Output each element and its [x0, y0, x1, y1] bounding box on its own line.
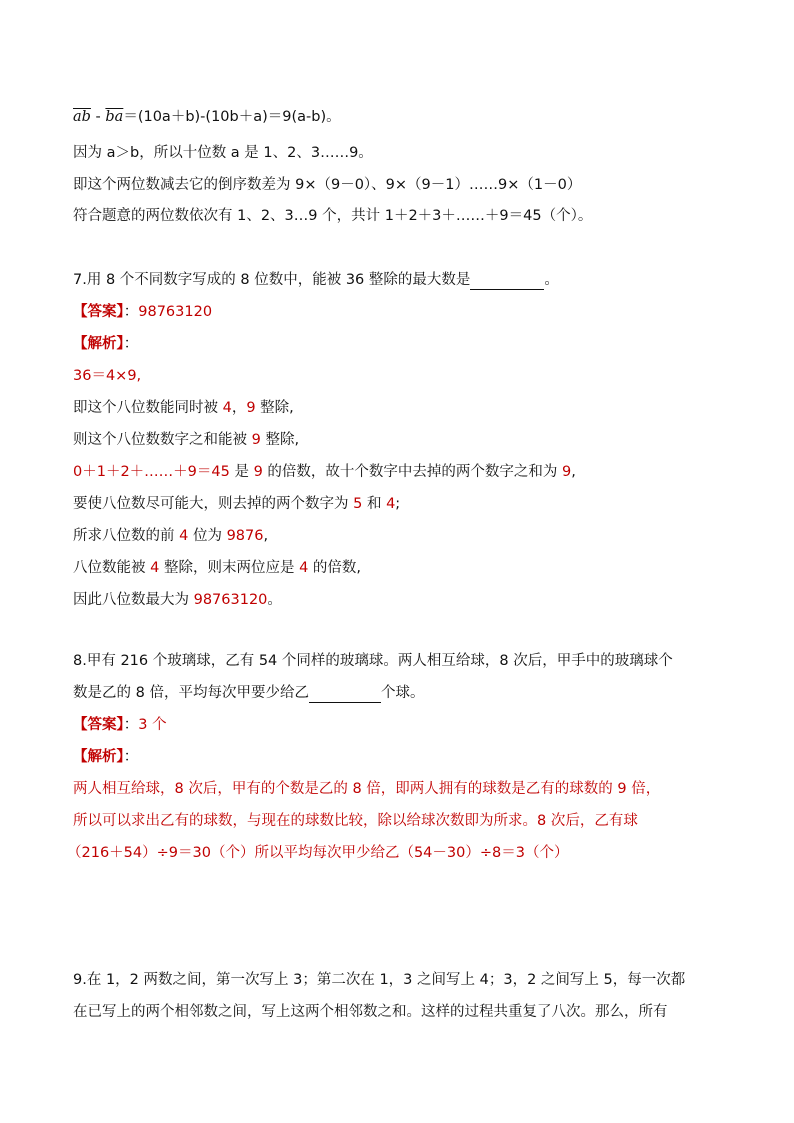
q8-analysis-tag: 【解析】 [73, 749, 124, 765]
q7-analysis-line-2 [73, 398, 294, 418]
q8-answer-blank [309, 686, 381, 703]
q8-question-end: 个球。 [380, 685, 425, 701]
q7-a2-text: 即这个八位数能同时被 [73, 400, 223, 416]
q7-a4-end: , [571, 464, 576, 480]
q7-a7-num2: 4 [299, 560, 309, 576]
q7-a3-num: 9 [251, 432, 261, 448]
q7-a2-num2: 9 [246, 400, 256, 416]
overline-ba: $\overline{ba}$ [105, 109, 124, 125]
formula-line [73, 107, 341, 127]
minus-sign: - [95, 109, 101, 125]
q7-a8-num: 98763120 [193, 592, 268, 608]
q7-a6-num2: 9876 [226, 528, 264, 544]
q8-analysis-line-2: 所以可以求出乙有的球数，与现在的球数比较，除以给球次数即为所求。8 次后，乙有球 [73, 813, 638, 829]
q7-a7-end: 的倍数, [308, 560, 362, 576]
q7-a6-num: 4 [179, 528, 189, 544]
q7-analysis-line-5 [73, 494, 400, 514]
q7-a5-text: 要使八位数尽可能大，则去掉的两个数字为 [73, 496, 354, 512]
q9-question-line-1: 9.在 1，2 两数之间，第一次写上 3；第二次在 1，3 之间写上 4；3，2 之间写上 5，每一次都 [73, 972, 686, 988]
s6-line-2: 即这个两位数减去它的倒序数差为 9×（9－0）、9×（9－1）……9×（1－0） [73, 177, 582, 193]
q7-analysis-colon: ： [123, 336, 139, 352]
q7-answer-colon: ： [123, 304, 139, 320]
q7-a4-sum: 0＋1＋2＋……＋9＝45 [73, 464, 230, 480]
q8-analysis-heading [73, 747, 138, 767]
q7-a4-num: 9 [253, 464, 263, 480]
q8-answer [73, 715, 167, 735]
q7-a4-text: 是 [229, 464, 254, 480]
q7-question-text: 7.用 8 个不同数字写成的 8 位数中，能被 36 整除的最大数是 [73, 272, 471, 288]
s6-line-3: 符合题意的两位数依次有 1、2、3…9 个，共计 1＋2＋3＋……＋9＝45（个）。 [73, 208, 593, 224]
q8-analysis-colon: ： [123, 749, 139, 765]
q8-answer-tag: 【答案】 [73, 717, 124, 733]
q7-analysis-line-8 [73, 590, 282, 610]
q7-question-end: 。 [544, 272, 559, 288]
q7-a5-end: ; [395, 496, 401, 512]
q7-answer [73, 302, 212, 322]
q7-analysis-line-3 [73, 430, 299, 450]
q7-analysis-heading [73, 334, 138, 354]
q8-analysis-line-1: 两人相互给球，8 次后，甲有的个数是乙的 8 倍，即两人拥有的球数是乙有的球数的 9 倍， [73, 781, 661, 797]
formula-rest: ＝(10a＋b)-(10b＋a)＝9(a-b)。 [123, 109, 341, 125]
q7-a7-text: 八位数能被 [73, 560, 151, 576]
q7-a2-num: 4 [222, 400, 232, 416]
q7-question [73, 270, 559, 290]
q7-analysis-line-4 [73, 462, 576, 482]
q7-answer-blank [470, 273, 544, 290]
q7-analysis-line-1: 36＝4×9, [73, 368, 142, 384]
q7-a6-text: 所求八位数的前 [73, 528, 180, 544]
q9-question-line-2: 在已写上的两个相邻数之间，写上这两个相邻数之和。这样的过程共重复了八次。那么，所有 [73, 1004, 668, 1020]
q7-a2-sep: ， [231, 400, 247, 416]
q7-a7-text2: 整除，则末两位应是 [159, 560, 300, 576]
q8-analysis-line-3: （216＋54）÷9＝30（个）所以平均每次甲少给乙（54－30）÷8＝3（个） [67, 845, 569, 861]
q8-answer-value: 3 个 [138, 717, 167, 733]
s6-line-1: 因为 a＞b，所以十位数 a 是 1、2、3……9。 [73, 145, 373, 161]
overline-ab: $\overline{ab}$ [73, 109, 91, 125]
q7-a3-text: 则这个八位数数字之和能被 [73, 432, 252, 448]
q8-question-text: 数是乙的 8 倍，平均每次甲要少给乙 [73, 685, 309, 701]
q7-a5-num2: 4 [386, 496, 396, 512]
q8-question-line-2 [73, 683, 424, 703]
q8-answer-colon: ： [123, 717, 139, 733]
q7-a6-text2: 位为 [188, 528, 227, 544]
q8-question-line-1: 8.甲有 216 个玻璃球，乙有 54 个同样的玻璃球。两人相互给球，8 次后，甲手中的玻璃球个 [73, 653, 673, 669]
q7-a4-num2: 9 [562, 464, 572, 480]
q7-a3-end: 整除, [260, 432, 300, 448]
q7-answer-tag: 【答案】 [73, 304, 124, 320]
q7-a8-text: 因此八位数最大为 [73, 592, 194, 608]
q7-analysis-line-6 [73, 526, 268, 546]
q7-a8-end: 。 [267, 592, 282, 608]
q7-analysis-line-7 [73, 558, 361, 578]
q7-a6-end: , [263, 528, 269, 544]
q7-a4-text2: 的倍数，故十个数字中去掉的两个数字之和为 [262, 464, 563, 480]
q7-a2-end: 整除, [255, 400, 294, 416]
q7-answer-value: 98763120 [138, 304, 213, 320]
q7-a5-and: 和 [362, 496, 387, 512]
q7-a7-num: 4 [150, 560, 160, 576]
q7-a5-num: 5 [353, 496, 363, 512]
q7-analysis-tag: 【解析】 [73, 336, 124, 352]
